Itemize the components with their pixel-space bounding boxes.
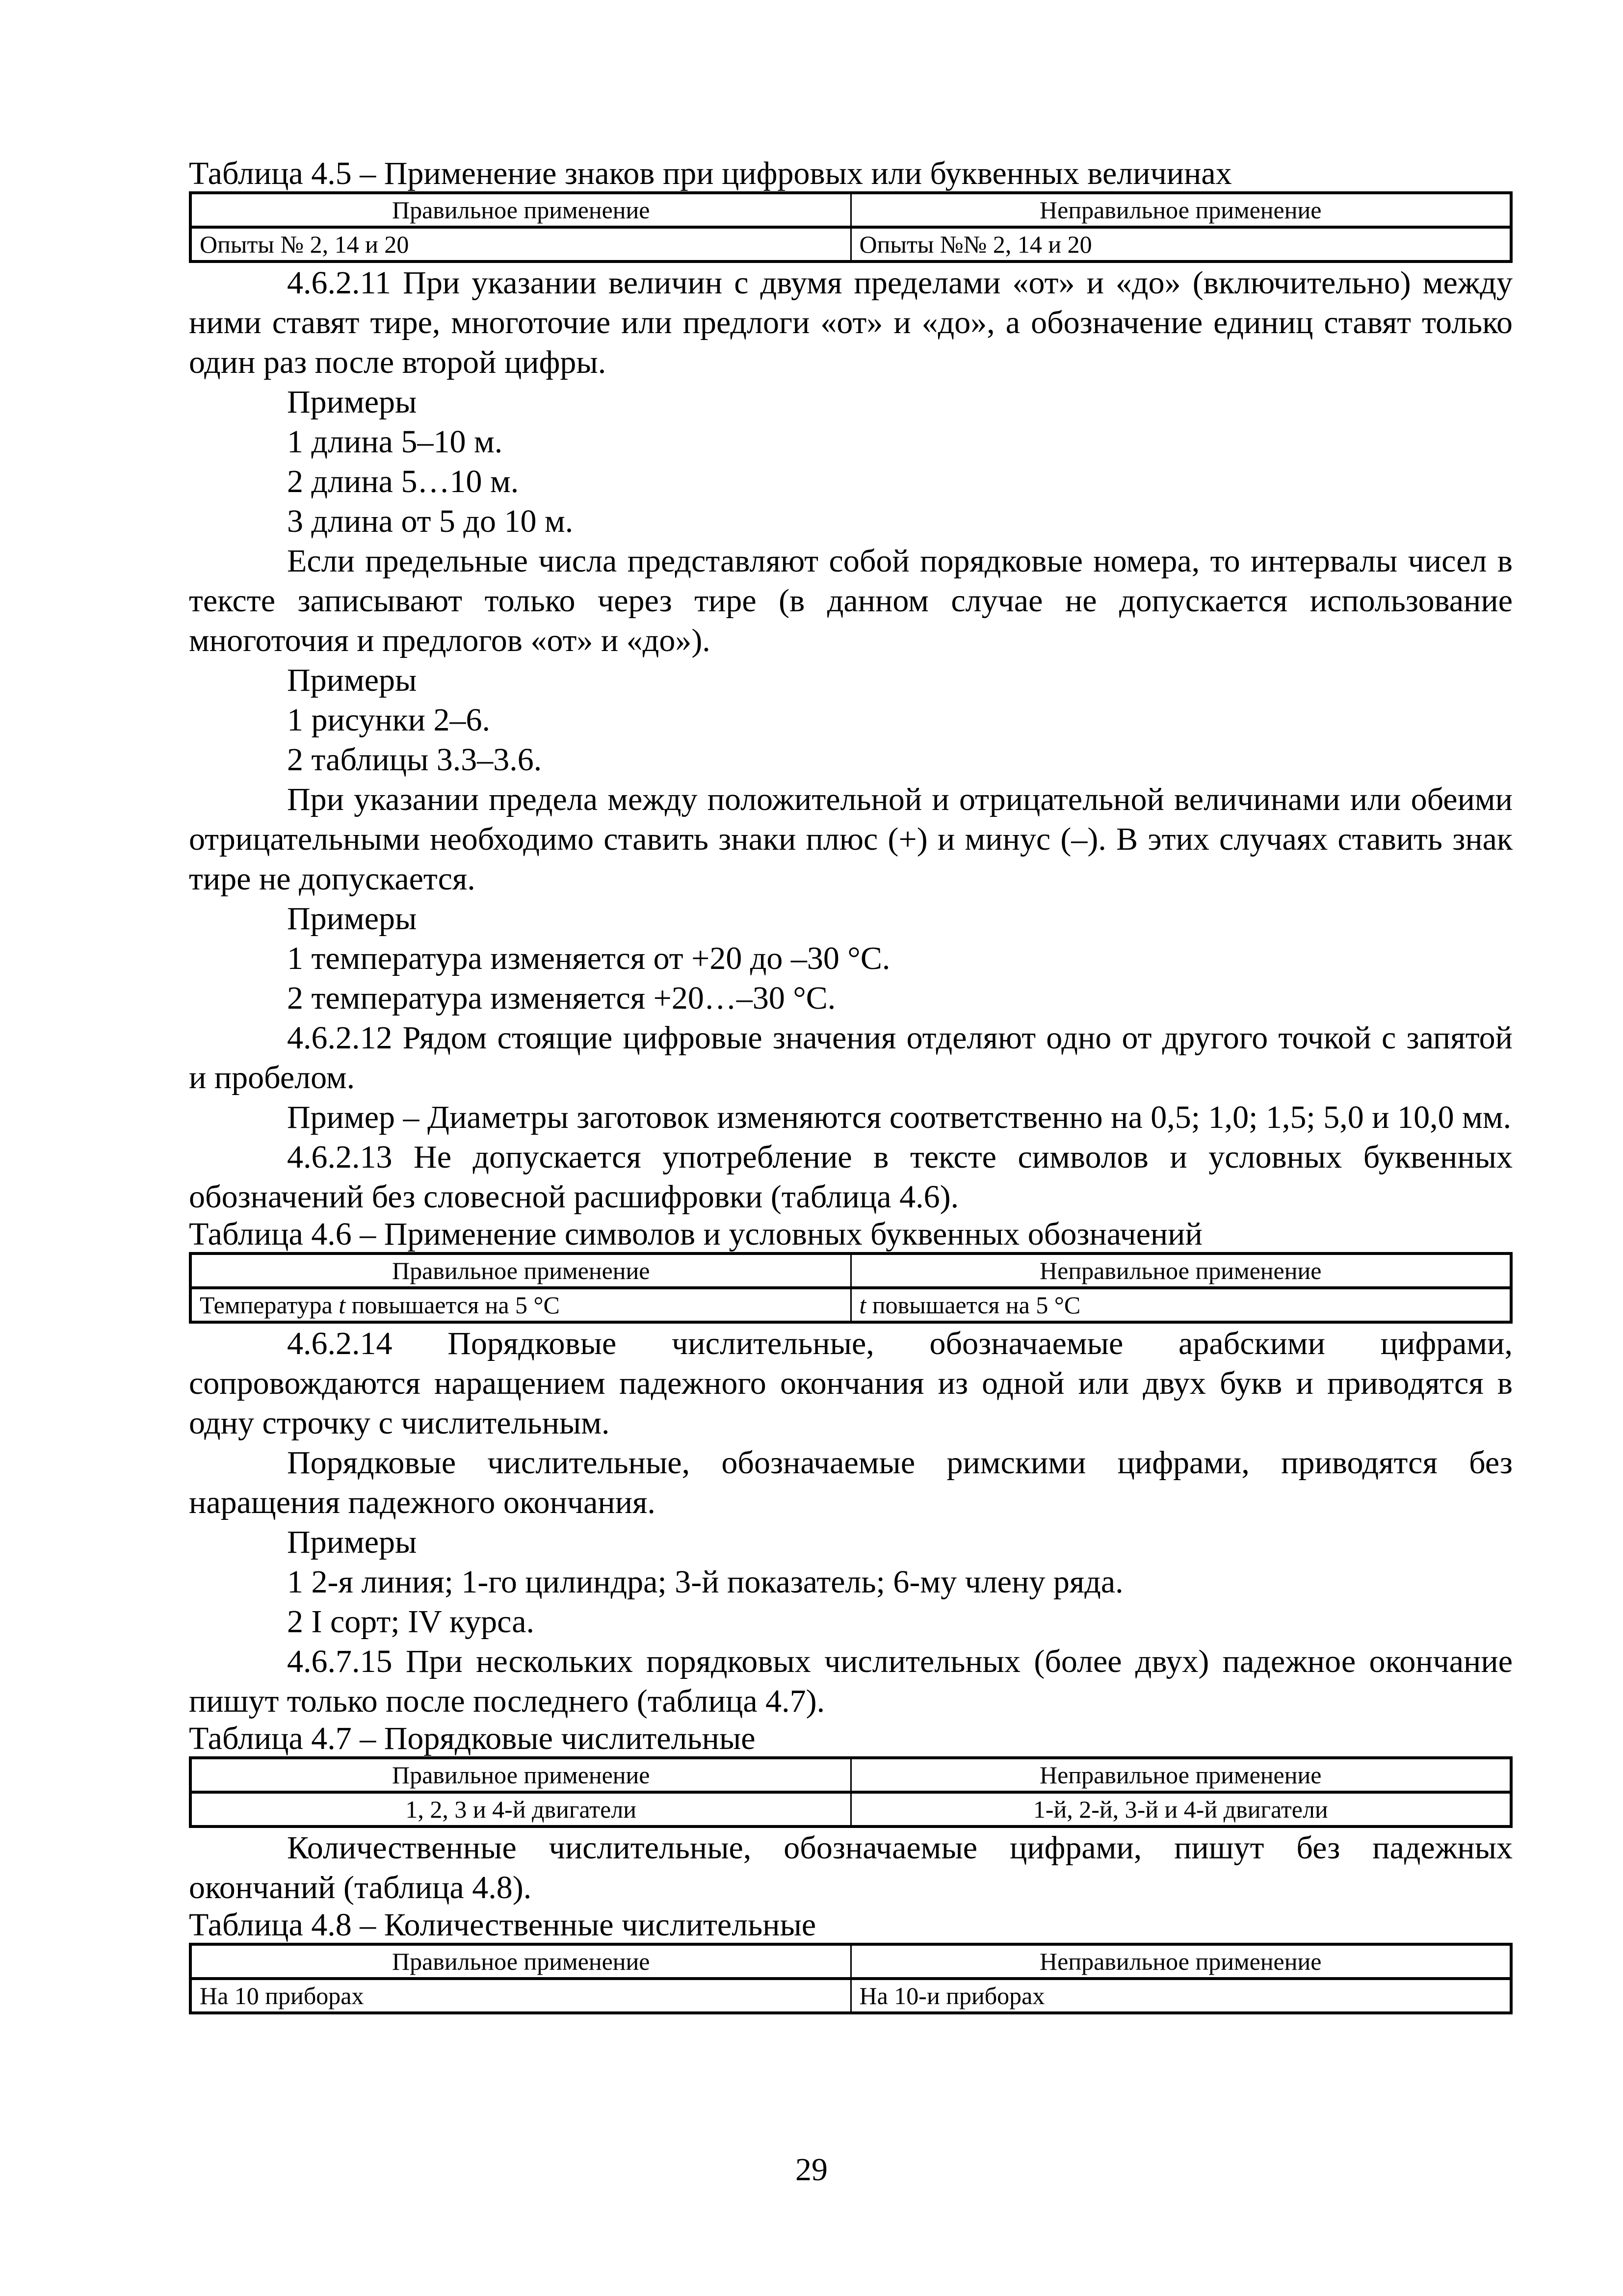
example-item: 1 температура изменяется от +20 до –30 °С. (287, 940, 890, 976)
paragraph-roman-ordinals: Порядковые числительные, обозначаемые римскими цифрами, приводятся без наращения падежного окончания. (189, 1445, 1513, 1520)
table-4-6 (189, 1252, 1513, 1324)
table-row (190, 227, 1511, 261)
paragraph-4-6-2-11: 4.6.2.11 При указании величин с двумя пределами «от» и «до» (включительно) между ними ставят тире, многоточие или предлоги «от» и «до», а обозначение единиц ставят только один раз после второй цифры. (189, 265, 1513, 380)
example-item: 1 рисунки 2–6. (287, 702, 490, 738)
example-item: 2 I сорт; IV курса. (287, 1604, 535, 1640)
paragraph-signs: При указании предела между положительной и отрицательной величинами или обеими отрицательными необходимо ставить знаки плюс (+) и минус (–). В этих случаях ставить знак тире не допускается. (189, 782, 1513, 897)
examples-label: Примеры (287, 384, 417, 420)
table-row (190, 1792, 1511, 1826)
examples-label: Примеры (287, 662, 417, 698)
table-header-row (190, 1253, 1511, 1288)
paragraph-ordinal-intervals: Если предельные числа представляют собой порядковые номера, то интервалы чисел в тексте записывают только через тире (в данном случае не допускается использование многоточия и предлогов «от» и «до»). (189, 543, 1513, 658)
cell-incorrect: На 10-и приборах (851, 1979, 1511, 2013)
document-page (189, 156, 1513, 2014)
header-correct: Правильное применение (190, 1758, 851, 1792)
example-item: 2 температура изменяется +20…–30 °С. (287, 980, 836, 1016)
table-caption-4-7: Таблица 4.7 – Порядковые числительные (189, 1721, 756, 1756)
table-4-5 (189, 191, 1513, 263)
cell-correct: 1, 2, 3 и 4-й двигатели (190, 1792, 851, 1826)
header-correct: Правильное применение (190, 1944, 851, 1979)
cell-correct: Температура t повышается на 5 °С (190, 1288, 851, 1322)
paragraph-quantitative: Количественные числительные, обозначаемые цифрами, пишут без падежных окончаний (таблица 4.8). (189, 1830, 1513, 1905)
example-item: 1 2-я линия; 1-го цилиндра; 3-й показатель; 6-му члену ряда. (287, 1564, 1124, 1600)
example-item: 2 таблицы 3.3–3.6. (287, 742, 542, 778)
examples-label: Примеры (287, 901, 417, 937)
header-incorrect: Неправильное применение (851, 1944, 1511, 1979)
header-correct: Правильное применение (190, 193, 851, 227)
cell-correct: Опыты № 2, 14 и 20 (190, 227, 851, 261)
table-row (190, 1288, 1511, 1322)
table-caption-4-6: Таблица 4.6 – Применение символов и условных буквенных обозначений (189, 1216, 1203, 1252)
example-diameters: Пример – Диаметры заготовок изменяются соответственно на 0,5; 1,0; 1,5; 5,0 и 10,0 мм. (287, 1099, 1512, 1135)
table-4-7 (189, 1756, 1513, 1828)
header-correct: Правильное применение (190, 1253, 851, 1288)
cell-correct: На 10 приборах (190, 1979, 851, 2013)
examples-label: Примеры (287, 1524, 417, 1560)
example-item: 3 длина от 5 до 10 м. (287, 503, 574, 539)
table-header-row (190, 193, 1511, 227)
table-row (190, 1979, 1511, 2013)
header-incorrect: Неправильное применение (851, 1758, 1511, 1792)
paragraph-4-6-2-14: 4.6.2.14 Порядковые числительные, обозначаемые арабскими цифрами, сопровождаются наращением падежного окончания из одной или двух букв и приводятся в одну строчку с числительным. (189, 1326, 1513, 1441)
header-incorrect: Неправильное применение (851, 1253, 1511, 1288)
paragraph-4-6-2-12: 4.6.2.12 Рядом стоящие цифровые значения отделяют одно от другого точкой с запятой и пробелом. (189, 1020, 1513, 1096)
table-caption-4-5: Таблица 4.5 – Применение знаков при цифровых или буквенных величинах (189, 156, 1232, 191)
table-header-row (190, 1944, 1511, 1979)
example-item: 2 длина 5…10 м. (287, 464, 519, 499)
cell-incorrect: Опыты №№ 2, 14 и 20 (851, 227, 1511, 261)
table-4-8 (189, 1943, 1513, 2014)
paragraph-4-6-2-13: 4.6.2.13 Не допускается употребление в тексте символов и условных буквенных обозначений без словесной расшифровки (таблица 4.6). (189, 1139, 1513, 1215)
header-incorrect: Неправильное применение (851, 193, 1511, 227)
cell-incorrect: t повышается на 5 °С (851, 1288, 1511, 1322)
table-header-row (190, 1758, 1511, 1792)
page-number: 29 (795, 2152, 828, 2188)
table-caption-4-8: Таблица 4.8 – Количественные числительные (189, 1907, 816, 1943)
paragraph-4-6-7-15: 4.6.7.15 При нескольких порядковых числительных (более двух) падежное окончание пишут только после последнего (таблица 4.7). (189, 1644, 1513, 1719)
cell-incorrect: 1-й, 2-й, 3-й и 4-й двигатели (851, 1792, 1511, 1826)
example-item: 1 длина 5–10 м. (287, 424, 503, 460)
